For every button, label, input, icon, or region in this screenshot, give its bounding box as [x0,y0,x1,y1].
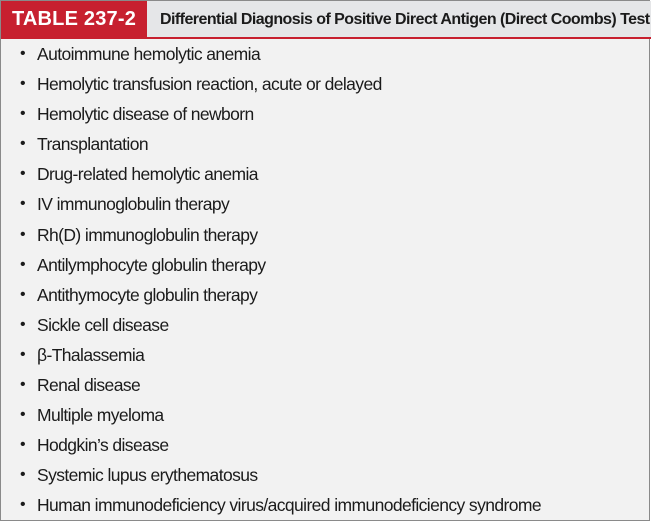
bullet-icon: • [20,406,26,424]
bullet-icon: • [20,376,26,394]
list-item-text: Rh(D) immunoglobulin therapy [37,224,258,245]
list-item [1,159,651,189]
list-item-text: Renal disease [37,375,141,396]
list-item-text: Hodgkin’s disease [37,435,169,456]
bullet-icon: • [20,105,26,123]
list-item [1,310,651,340]
list-item-text: Antithymocyte globulin therapy [37,284,258,305]
list-item-text: Human immunodeficiency virus/acquired immunodeficiency syndrome [37,495,541,516]
list-item-text: Transplantation [37,134,148,155]
bullet-icon: • [20,496,26,514]
list-item-text: Systemic lupus erythematosus [37,465,258,486]
list-item-text: Multiple myeloma [37,405,164,426]
list-item [1,250,651,280]
bullet-icon: • [20,285,26,303]
table-number-label: TABLE 237-2 [1,1,147,37]
list-item-text: Hemolytic transfusion reaction, acute or delayed [37,74,382,95]
bullet-icon: • [20,436,26,454]
list-item [1,460,651,490]
bullet-icon: • [20,255,26,273]
list-item [1,400,651,430]
list-item [1,220,651,250]
bullet-icon: • [20,135,26,153]
list-item [1,129,651,159]
list-item-text: Antilymphocyte globulin therapy [37,254,266,275]
list-item [1,370,651,400]
bullet-icon: • [20,466,26,484]
bullet-icon: • [20,165,26,183]
table-title: Differential Diagnosis of Positive Direct Antigen (Direct Coombs) Test [160,11,650,28]
list-item [1,39,651,69]
list-item-text: Sickle cell disease [37,314,169,335]
list-item [1,189,651,219]
list-item [1,340,651,370]
bullet-icon: • [20,195,26,213]
bullet-icon: • [20,75,26,93]
table-header [1,1,651,39]
list-item [1,69,651,99]
bullet-icon: • [20,45,26,62]
list-item-text: Autoimmune hemolytic anemia [37,44,261,64]
bullet-icon: • [20,345,26,363]
bullet-icon: • [20,315,26,333]
bullet-icon: • [20,225,26,243]
diagnosis-list [1,39,651,521]
list-item-text: IV immunoglobulin therapy [37,194,230,215]
list-item [1,99,651,129]
list-item-text: β-Thalassemia [37,344,145,365]
list-item-text: Drug-related hemolytic anemia [37,164,258,185]
list-item [1,430,651,460]
list-item-text: Hemolytic disease of newborn [37,104,254,125]
list-item [1,490,651,520]
list-item [1,280,651,310]
